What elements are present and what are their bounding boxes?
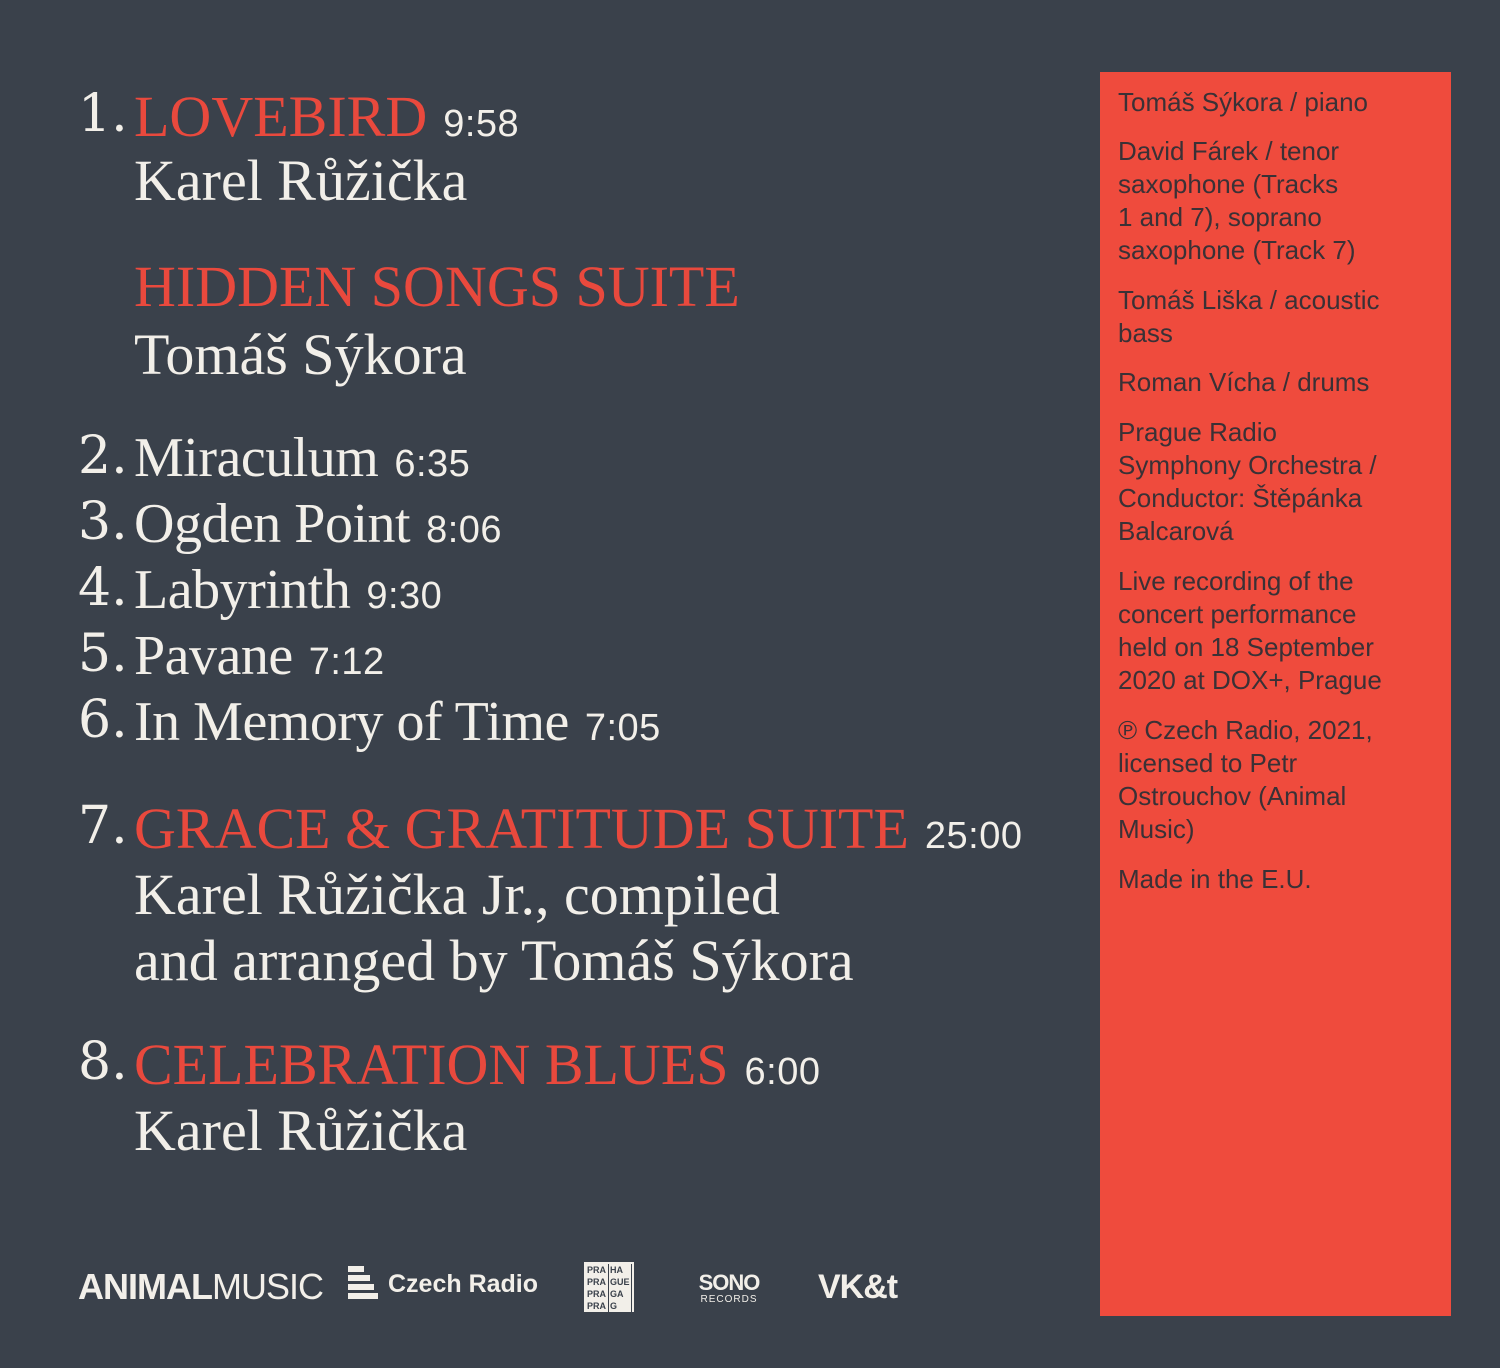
- credits-panel: [1100, 72, 1451, 1316]
- track-title: Pavane 7:12: [134, 625, 385, 687]
- credit-made-in: Made in the E.U.: [1118, 864, 1312, 894]
- credit-recording: Live recording of the concert performance held on 18 September 2020 at DOX+, Prague: [1118, 566, 1382, 695]
- track-duration: 6:35: [394, 443, 471, 485]
- track-number: 1.: [78, 84, 128, 144]
- track-number: 8.: [78, 1032, 128, 1092]
- track-title: Labyrinth 9:30: [134, 559, 443, 621]
- track-duration: 9:30: [366, 575, 443, 617]
- track-composer: Karel Růžička: [134, 1098, 468, 1163]
- track-title: Ogden Point 8:06: [134, 493, 503, 555]
- track-title: CELEBRATION BLUES 6:00: [134, 1032, 821, 1097]
- track-number: 4.: [78, 558, 128, 618]
- track-title: LOVEBIRD 9:58: [134, 84, 520, 149]
- credit-bass: Tomáš Liška / acoustic bass: [1118, 285, 1380, 348]
- track-duration: 7:12: [308, 641, 385, 683]
- track-number: 7.: [78, 796, 128, 856]
- track-number: 5.: [78, 624, 128, 684]
- credit-orchestra: Prague Radio Symphony Orchestra / Conductor: Štěpánka Balcarová: [1118, 417, 1377, 546]
- track-duration: 6:00: [744, 1051, 821, 1093]
- track-duration: 7:05: [584, 707, 661, 749]
- track-title: Miraculum 6:35: [134, 427, 471, 489]
- credit-piano: Tomáš Sýkora / piano: [1118, 87, 1369, 117]
- credit-copyright: ℗ Czech Radio, 2021, licensed to Petr Ostrouchov (Animal Music): [1118, 715, 1373, 844]
- track-composer: and arranged by Tomáš Sýkora: [134, 928, 854, 993]
- credit-drums: Roman Vícha / drums: [1118, 367, 1370, 397]
- track-number: 6.: [78, 690, 128, 750]
- sono-records-logo: SONO RECORDS: [698, 1270, 760, 1305]
- track-title: GRACE & GRATITUDE SUITE 25:00: [134, 796, 1023, 861]
- czech-radio-logo: Czech Radio: [346, 1264, 538, 1304]
- vk-logo: VK&t: [818, 1268, 898, 1306]
- track-duration: 8:06: [426, 509, 503, 551]
- track-composer: Karel Růžička: [134, 148, 468, 213]
- animal-music-logo: ANIMALMUSIC: [78, 1266, 323, 1307]
- czech-radio-icon: [346, 1264, 380, 1304]
- track-composer: Karel Růžička Jr., compiled: [134, 862, 780, 927]
- track-number: 3.: [78, 492, 128, 552]
- credit-saxophone: David Fárek / tenor saxophone (Tracks 1 and 7), soprano saxophone (Track 7): [1118, 136, 1356, 265]
- praha-logo: PRA HA PRA GUE PRA GA PRA G: [584, 1262, 634, 1312]
- track-duration: 25:00: [924, 815, 1023, 857]
- suite-title: HIDDEN SONGS SUITE: [134, 254, 740, 319]
- track-title: In Memory of Time 7:05: [134, 691, 661, 753]
- suite-composer: Tomáš Sýkora: [134, 322, 467, 387]
- track-number: 2.: [78, 426, 128, 486]
- track-duration: 9:58: [443, 103, 520, 145]
